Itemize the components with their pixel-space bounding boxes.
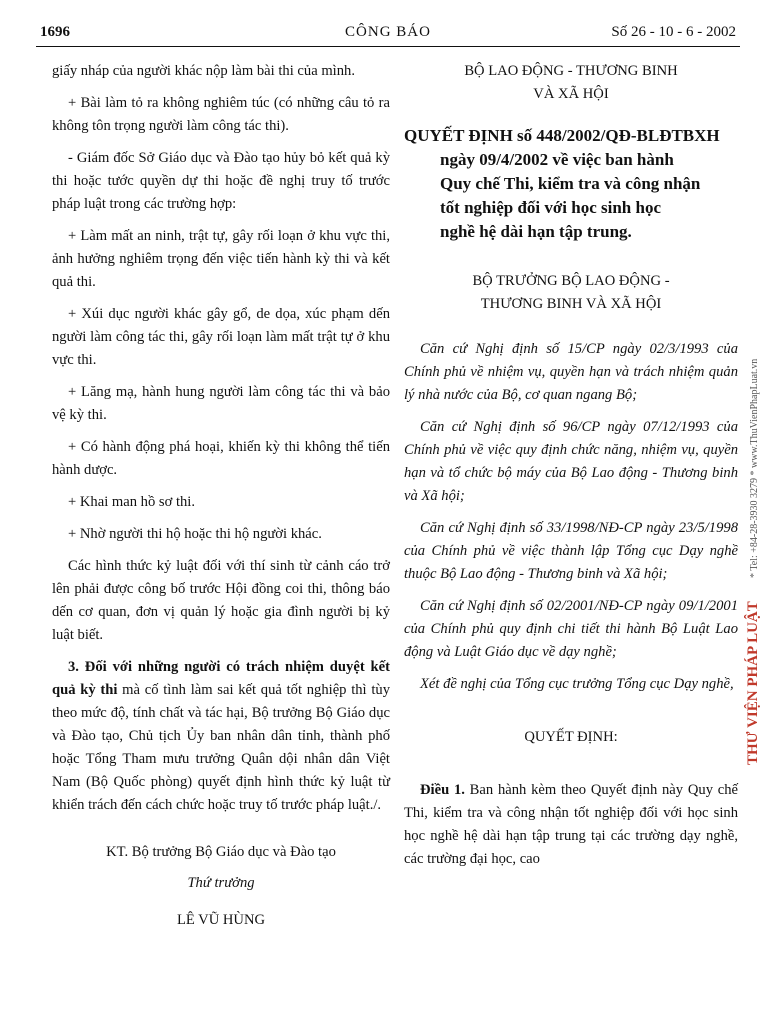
signer-name: LÊ VŨ HÙNG xyxy=(176,912,266,928)
legal-basis: Căn cứ Nghị định số 96/CP ngày 07/12/1993 của Chính phủ về việc quy định chức năng, nhiệm vụ, quyền hạn và tổ chức bộ máy của Bộ Lao động - Thương binh và Xã hội; xyxy=(404,419,738,504)
signer-title: Thứ trưởng xyxy=(187,875,255,891)
decides-heading: QUYẾT ĐỊNH: xyxy=(524,729,618,745)
article-1 xyxy=(404,779,738,871)
minister-heading: BỘ TRƯỞNG BỘ LAO ĐỘNG - xyxy=(472,273,670,289)
legal-basis: Căn cứ Nghị định số 33/1998/NĐ-CP ngày 23/5/1998 của Chính phủ về việc thành lập Tổng cục Dạy nghề thuộc Bộ Lao động - Thương binh và Xã hội; xyxy=(404,520,738,582)
paragraph: + Xúi dục người khác gây gổ, de dọa, xúc phạm dến người làm công tác thi, gây rối loạn làm mất trật tự ở khu vực thi. xyxy=(52,306,390,368)
decision-title-line: ngày 09/4/2002 về việc ban hành xyxy=(440,150,674,169)
ministry-name: BỘ LAO ĐỘNG - THƯƠNG BINH xyxy=(464,63,678,79)
article-1-label: Điều 1. xyxy=(420,782,465,798)
gazette-title: CÔNG BÁO xyxy=(345,24,431,40)
issue-number: Số 26 - 10 - 6 - 2002 xyxy=(611,24,736,40)
paragraph: Các hình thức kỷ luật đối với thí sinh từ cảnh cáo trở lên phải được công bố trước Hội đồng coi thi, thông báo dến cơ quan, đơn vị quản lý hoặc gia đình người bị kỷ luật biết. xyxy=(52,558,390,643)
watermark-brand: THƯ VIỆN PHÁP LUẬT xyxy=(745,601,761,765)
watermark-contact: * Tel: +84-28-3930 3279 * www.ThuVienPhapLuat.vn xyxy=(749,358,760,578)
decision-title-line: QUYẾT ĐỊNH số 448/2002/QĐ-BLĐTBXH xyxy=(404,126,720,145)
section3-body: mà cố tình làm sai kết quả tốt nghiệp thì tùy theo mức độ, tính chất và tác hại, Bộ trưởng Bộ Giáo dục và Đào tạo, Chủ tịch Ủy ban nhân dân tỉnh, thành phố hoặc Tổng Tham mưu trưởng Quân dội nhân dân Việt Nam (Bộ Quốc phòng) quyết định hình thức kỷ luật từ khiển trách đến cách chức hoặc truy tố trước pháp luật./. xyxy=(52,682,390,813)
signer-role: KT. Bộ trưởng Bộ Giáo dục và Đào tạo xyxy=(106,844,336,860)
paragraph: + Làm mất an ninh, trật tự, gây rối loạn ở khu vực thi, ảnh hưởng nghiêm trọng đến việc tiến hành kỳ thi và kết quả thi. xyxy=(52,228,390,290)
legal-basis: Xét đề nghị của Tổng cục trưởng Tổng cục Dạy nghề, xyxy=(420,676,734,692)
watermark-svg xyxy=(742,260,766,780)
paragraph: + Nhờ người thi hộ hoặc thi hộ người khác. xyxy=(68,526,322,542)
paragraph: + Có hành động phá hoại, khiến kỳ thi không thể tiến hành dược. xyxy=(52,439,390,478)
left-column xyxy=(52,60,390,940)
page-number: 1696 xyxy=(40,24,70,40)
decision-title xyxy=(404,124,738,244)
signature-block xyxy=(52,841,390,932)
paragraph: + Bài làm tỏ ra không nghiêm túc (có những câu tỏ ra không tôn trọng người làm công tác thi). xyxy=(52,95,390,134)
section3-heading: 3. Đối với những người có trách nhiệm duyệt kết quả kỳ thi xyxy=(52,659,390,698)
decision-title-line: nghề hệ dài hạn tập trung. xyxy=(440,222,632,241)
right-column xyxy=(404,60,738,880)
paragraph: + Khai man hồ sơ thi. xyxy=(68,494,196,510)
page-header xyxy=(36,18,740,47)
legal-basis: Căn cứ Nghị định số 02/2001/NĐ-CP ngày 09/1/2001 của Chính phủ quy định chi tiết thi hành Bộ Luật Lao động và Luật Giáo dục về dạy nghề; xyxy=(404,598,738,660)
article-1-text: Ban hành kèm theo Quyết định này Quy chế Thi, kiểm tra và công nhận tốt nghiệp đối với học sinh học nghề hệ dài hạn tập trung tại các trường dạy nghề, các trường đại học, cao xyxy=(404,782,739,867)
watermark xyxy=(742,260,766,780)
minister-heading-cont: THƯƠNG BINH VÀ XÃ HỘI xyxy=(480,296,662,312)
ministry-name-cont: VÀ XÃ HỘI xyxy=(533,86,609,102)
section3-paragraph xyxy=(52,656,390,817)
paragraph: giấy nháp của người khác nộp làm bài thi của mình. xyxy=(52,63,355,79)
paragraph: + Lăng mạ, hành hung người làm công tác thi và bảo vệ kỳ thi. xyxy=(52,384,390,423)
legal-basis: Căn cứ Nghị định số 15/CP ngày 02/3/1993 của Chính phủ về nhiệm vụ, quyền hạn và trách nhiệm quản lý nhà nước của Bộ, cơ quan ngang Bộ; xyxy=(404,341,738,403)
decision-title-line: Quy chế Thi, kiểm tra và công nhận xyxy=(440,174,701,193)
paragraph: - Giám đốc Sở Giáo dục và Đào tạo hủy bỏ kết quả kỳ thi hoặc tước quyền dự thi hoặc đề nghị truy tố trước pháp luật trong các trường hợp: xyxy=(52,150,390,212)
decision-title-line: tốt nghiệp đối với học sinh học xyxy=(440,198,662,217)
